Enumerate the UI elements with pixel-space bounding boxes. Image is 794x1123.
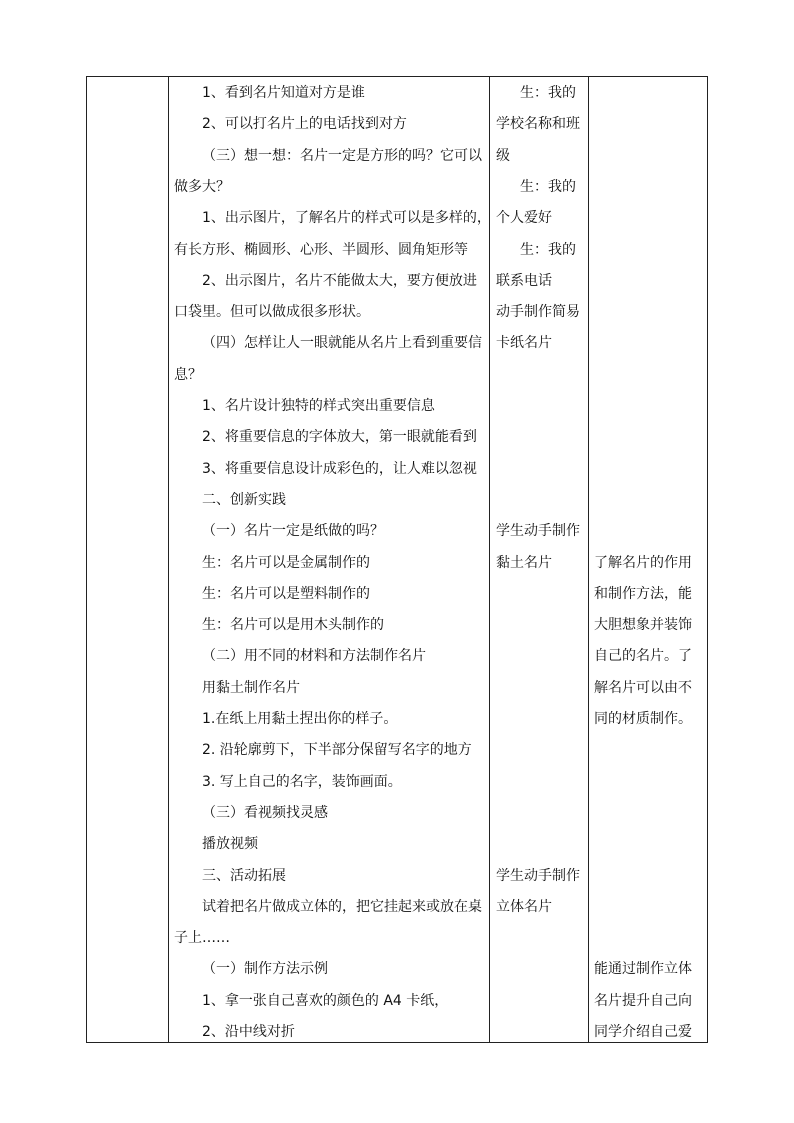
process-text-line: 息？ bbox=[174, 366, 202, 383]
process-text-line: 二、创新实践 bbox=[202, 491, 286, 508]
student-activity-line: 黏土名片 bbox=[496, 554, 552, 571]
design-intent-line: 同学介绍自己爱 bbox=[594, 1024, 692, 1040]
process-text-line: （二）用不同的材料和方法制作名片 bbox=[202, 648, 426, 665]
process-text-line: 1、拿一张自己喜欢的颜色的 A4 卡纸， bbox=[202, 992, 449, 1009]
student-activity-line: 学校名称和班 bbox=[496, 116, 580, 133]
design-intent-line: 能通过制作立体 bbox=[594, 961, 692, 978]
process-text-line: 子上…… bbox=[174, 930, 230, 947]
process-text-line: 做多大？ bbox=[174, 178, 230, 195]
student-activity-line: 立体名片 bbox=[496, 898, 552, 915]
design-intent-line: 大胆想象并装饰 bbox=[594, 617, 692, 634]
process-text-line: 3、将重要信息设计成彩色的，让人难以忽视 bbox=[202, 460, 477, 477]
design-intent-line: 自己的名片。了 bbox=[594, 648, 692, 665]
process-text-line: （一）名片一定是纸做的吗？ bbox=[202, 523, 384, 540]
process-text-line: 试着把名片做成立体的，把它挂起来或放在桌 bbox=[202, 898, 482, 915]
student-activity-line: 学生动手制作 bbox=[496, 867, 580, 884]
process-text-line: （三）想一想：名片一定是方形的吗？它可以 bbox=[202, 147, 482, 164]
process-text-line: 1.在纸上用黏土捏出你的样子。 bbox=[202, 711, 398, 727]
process-text-line: 生：名片可以是塑料制作的 bbox=[202, 585, 370, 602]
process-text-line: 生：名片可以是金属制作的 bbox=[202, 554, 370, 571]
design-intent-line: 解名片可以由不 bbox=[594, 679, 692, 696]
table-top-border bbox=[86, 76, 708, 77]
student-activity-line: 个人爱好 bbox=[496, 210, 552, 227]
process-text-line: 2. 沿轮廓剪下，下半部分保留写名字的地方 bbox=[202, 742, 472, 759]
student-activity-line: 联系电话 bbox=[496, 272, 552, 289]
process-text-line: 2、将重要信息的字体放大，第一眼就能看到 bbox=[202, 429, 477, 446]
process-text-line: 1、看到名片知道对方是谁 bbox=[202, 85, 365, 101]
student-activity-line: 卡纸名片 bbox=[496, 335, 552, 352]
process-text-line: 2、可以打名片上的电话找到对方 bbox=[202, 116, 407, 133]
process-text-line: 有长方形、椭圆形、心形、半圆形、圆角矩形等 bbox=[174, 241, 468, 258]
process-text-line: 2、出示图片，名片不能做太大，要方便放进 bbox=[202, 272, 477, 289]
process-text-line: 播放视频 bbox=[202, 836, 258, 853]
design-intent-line: 和制作方法，能 bbox=[594, 585, 692, 602]
process-text-line: 2、沿中线对折 bbox=[202, 1024, 295, 1040]
process-text-line: 1、名片设计独特的样式突出重要信息 bbox=[202, 398, 435, 414]
process-text-line: 3. 写上自己的名字，装饰画面。 bbox=[202, 773, 402, 790]
process-text-line: （三）看视频找灵感 bbox=[202, 804, 328, 821]
process-text-line: 用黏土制作名片 bbox=[202, 679, 300, 696]
process-text-line: 1、出示图片，了解名片的样式可以是多样的， bbox=[202, 210, 491, 227]
process-text-line: 三、活动拓展 bbox=[202, 867, 286, 884]
student-activity-line: 动手制作简易 bbox=[496, 304, 580, 321]
table-left-border bbox=[86, 76, 87, 1043]
column-divider-3 bbox=[588, 76, 589, 1043]
design-intent-line: 同的材质制作。 bbox=[594, 711, 692, 727]
table-right-border bbox=[707, 76, 708, 1043]
process-text-line: （四）怎样让人一眼就能从名片上看到重要信 bbox=[202, 335, 482, 352]
process-text-line: （一）制作方法示例 bbox=[202, 961, 328, 978]
column-divider-1 bbox=[168, 76, 169, 1043]
process-text-line: 口袋里。但可以做成很多形状。 bbox=[174, 304, 370, 321]
student-activity-line: 生：我的 bbox=[520, 85, 576, 101]
student-activity-line: 学生动手制作 bbox=[496, 523, 580, 540]
design-intent-line: 名片提升自己向 bbox=[594, 992, 692, 1009]
design-intent-line: 了解名片的作用 bbox=[594, 554, 692, 571]
student-activity-line: 生：我的 bbox=[520, 241, 576, 258]
student-activity-line: 级 bbox=[496, 147, 510, 164]
process-text-line: 生：名片可以是用木头制作的 bbox=[202, 617, 384, 634]
lesson-plan-table bbox=[86, 76, 708, 1043]
student-activity-line: 生：我的 bbox=[520, 178, 576, 195]
